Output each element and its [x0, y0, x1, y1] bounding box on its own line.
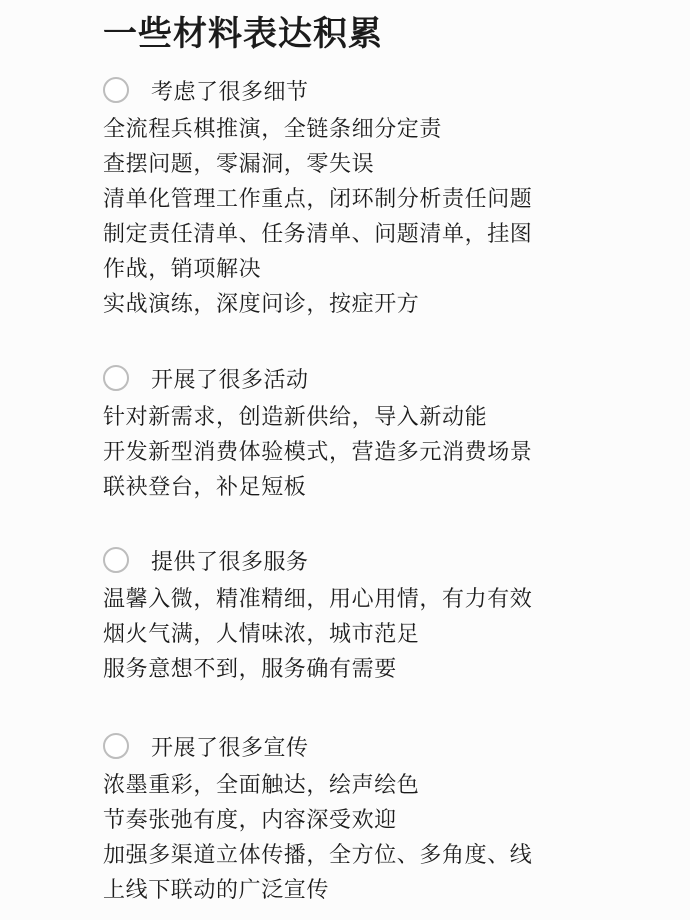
section-lines — [103, 582, 683, 687]
section-lines — [103, 768, 683, 908]
text-line: 查摆问题，零漏洞，零失误 — [103, 152, 375, 177]
section-header — [103, 728, 683, 764]
text-line: 温馨入微，精准精细，用心用情，有力有效 — [103, 587, 533, 612]
section-header — [103, 542, 683, 578]
section-lines — [103, 400, 683, 505]
checkbox-circle-icon[interactable] — [103, 365, 129, 391]
section-header — [103, 72, 683, 108]
text-line: 作战，销项解决 — [103, 257, 262, 282]
text-line: 烟火气满，人情味浓，城市范足 — [103, 622, 420, 647]
text-line: 实战演练，深度问诊，按症开方 — [103, 292, 420, 317]
text-line: 清单化管理工作重点，闭环制分析责任问题 — [103, 187, 533, 212]
section-heading: 开展了很多活动 — [151, 367, 309, 393]
section-header — [103, 360, 683, 396]
text-line: 制定责任清单、任务清单、问题清单，挂图 — [103, 222, 533, 247]
checkbox-circle-icon[interactable] — [103, 77, 129, 103]
section-heading: 提供了很多服务 — [151, 549, 309, 575]
checkbox-circle-icon[interactable] — [103, 547, 129, 573]
section-activities — [103, 360, 683, 505]
section-details — [103, 72, 683, 322]
page-title: 一些材料表达积累 — [103, 14, 383, 54]
section-heading: 开展了很多宣传 — [151, 735, 309, 761]
text-line: 开发新型消费体验模式，营造多元消费场景 — [103, 440, 533, 465]
text-line: 服务意想不到，服务确有需要 — [103, 657, 397, 682]
section-services — [103, 542, 683, 687]
checkbox-circle-icon[interactable] — [103, 733, 129, 759]
text-line: 加强多渠道立体传播，全方位、多角度、线 — [103, 843, 533, 868]
text-line: 上线下联动的广泛宣传 — [103, 878, 330, 903]
text-line: 联袂登台，补足短板 — [103, 475, 307, 500]
text-line: 全流程兵棋推演，全链条细分定责 — [103, 117, 443, 142]
section-heading: 考虑了很多细节 — [151, 79, 309, 105]
section-lines — [103, 112, 683, 322]
text-line: 浓墨重彩，全面触达，绘声绘色 — [103, 773, 420, 798]
section-publicity — [103, 728, 683, 908]
text-line: 节奏张弛有度，内容深受欢迎 — [103, 808, 397, 833]
text-line: 针对新需求，创造新供给，导入新动能 — [103, 405, 488, 430]
